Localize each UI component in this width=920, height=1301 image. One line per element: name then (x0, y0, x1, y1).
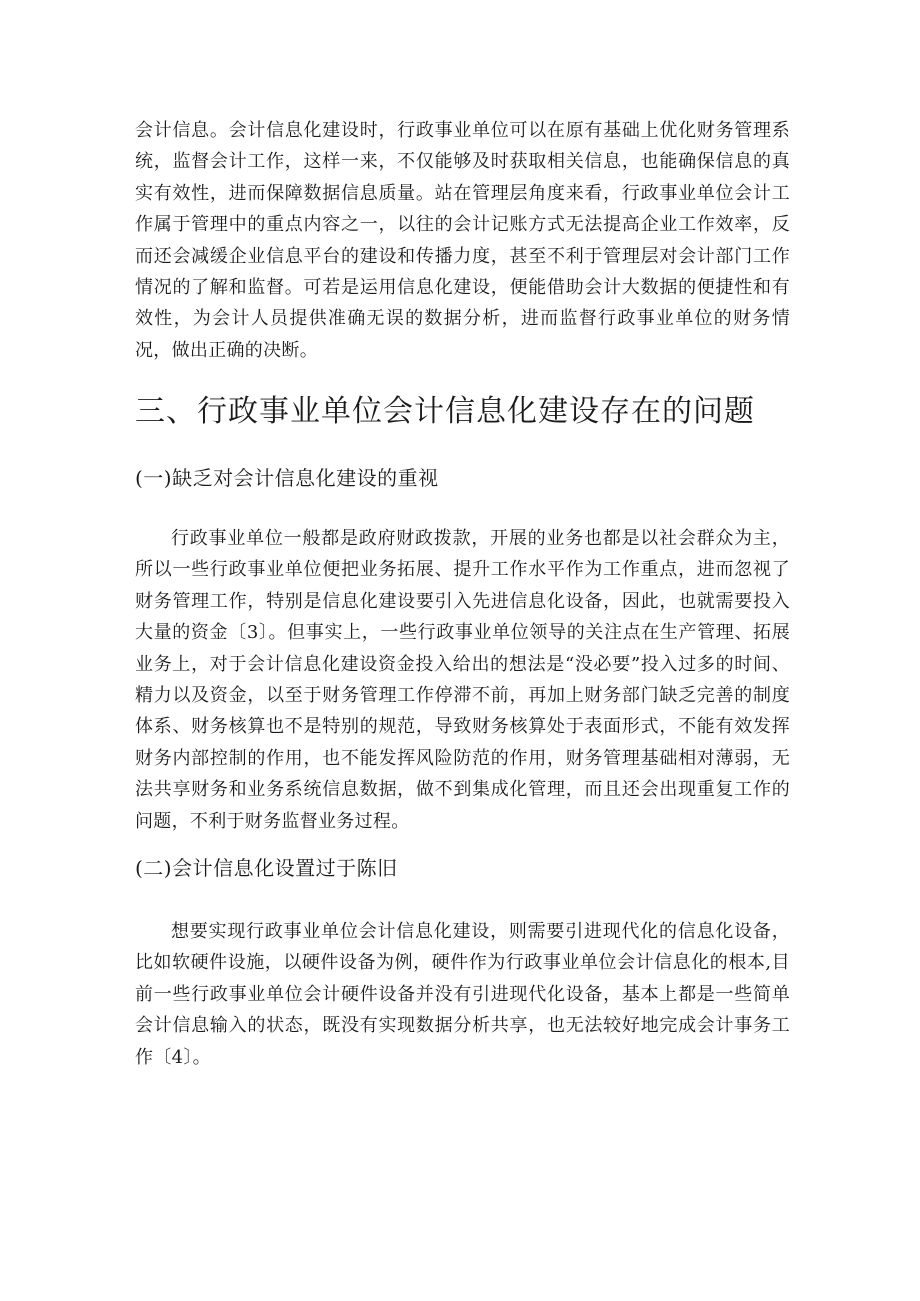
body-paragraph-attention: 行政事业单位一般都是政府财政拨款，开展的业务也都是以社会群众为主，所以一些行政事业单位便把业务拓展、提升工作水平作为工作重点，进而忽视了财务管理工作，特别是信息化建设要引入先进信息化设备，因此，也就需要投入大量的资金〔3〕。但事实上，一些行政事业单位领导的关注点在生产管理、拓展业务上，对于会计信息化建设资金投入给出的想法是“没必要”投入过多的时间、精力以及资金，以至于财务管理工作停滞不前，再加上财务部门缺乏完善的制度体系、财务核算也不是特别的规范，导致财务核算处于表面形式，不能有效发挥财务内部控制的作用，也不能发挥风险防范的作用，财务管理基础相对薄弱，无法共享财务和业务系统信息数据，做不到集成化管理，而且还会出现重复工作的问题，不利于财务监督业务过程。 (135, 528, 790, 832)
body-paragraph-intro: 会计信息。会计信息化建设时，行政事业单位可以在原有基础上优化财务管理系统，监督会计工作，这样一来，不仅能够及时获取相关信息，也能确保信息的真实有效性，进而保障数据信息质量。站在管理层角度来看，行政事业单位会计工作属于管理中的重点内容之一，以往的会计记账方式无法提高企业工作效率，反而还会减缓企业信息平台的建设和传播力度，甚至不利于管理层对会计部门工作情况的了解和监督。可若是运用信息化建设，便能借助会计大数据的便捷性和有效性，为会计人员提供准确无误的数据分析，进而监督行政事业单位的财务情况，做出正确的决断。 (135, 120, 790, 361)
subheading-lack-of-attention: (一)缺乏对会计信息化建设的重视 (135, 466, 439, 490)
subheading-outdated-settings: (二)会计信息化设置过于陈旧 (135, 856, 398, 880)
section-heading: 三、行政事业单位会计信息化建设存在的问题 (135, 394, 755, 429)
body-paragraph-outdated: 想要实现行政事业单位会计信息化建设，则需要引进现代化的信息化设备，比如软硬件设施，以硬件设备为例，硬件作为行政事业单位会计信息化的根本,目前一些行政事业单位会计硬件设备并没有引进现代化设备，基本上都是一些简单会计信息输入的状态，既没有实现数据分析共享，也无法较好地完成会计事务工作〔4〕。 (135, 921, 790, 1068)
